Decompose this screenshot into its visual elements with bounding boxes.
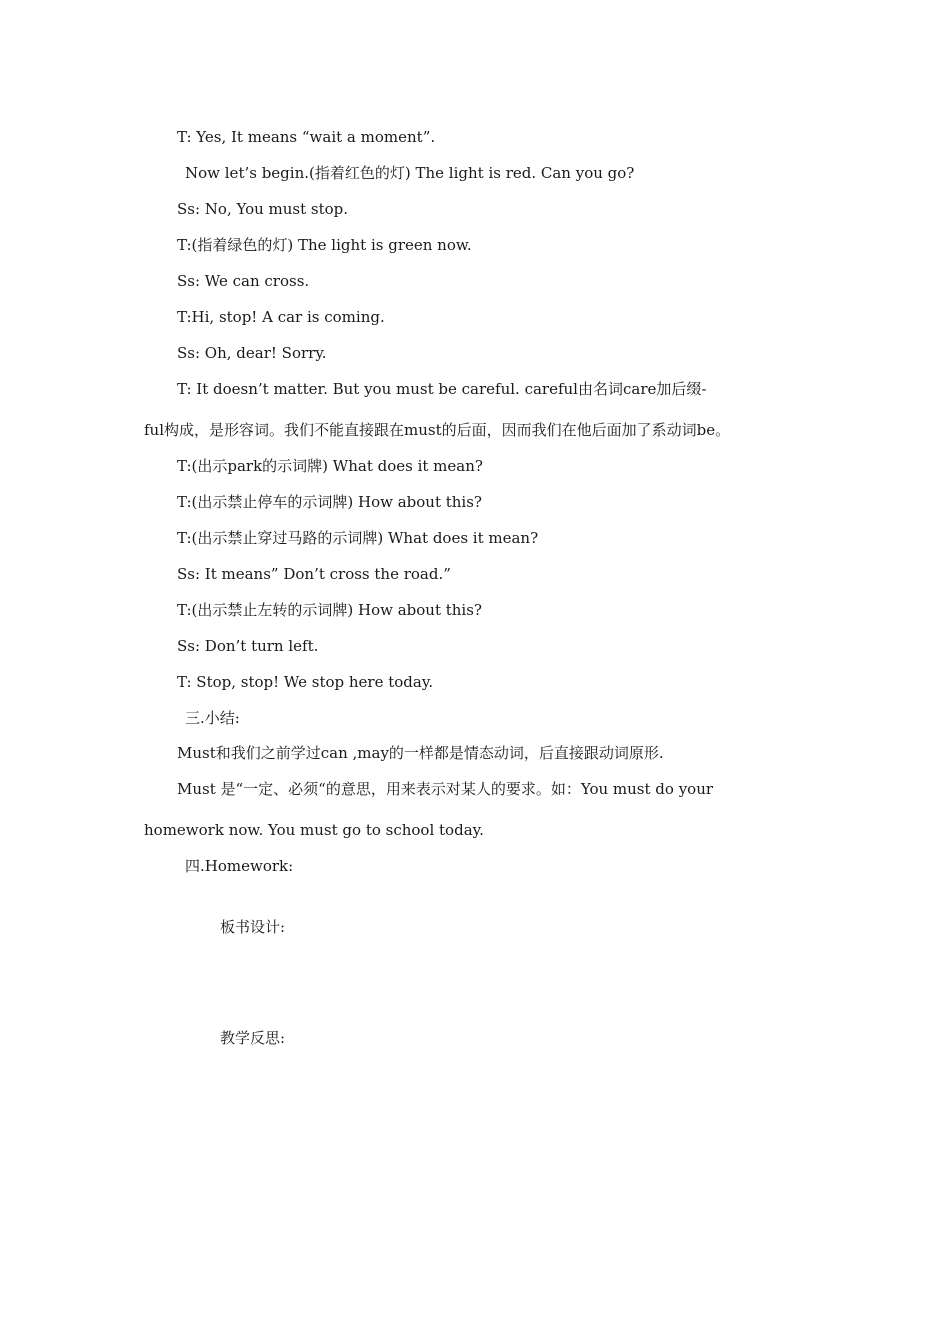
dialogue-line-11: T:(出示禁止停车的示词牌) How about this? <box>177 493 482 511</box>
section-heading-homework: 四.Homework: <box>185 857 294 875</box>
summary-line-3: homework now. You must go to school today. <box>144 821 484 839</box>
dialogue-line-15: Ss: Don’t turn left. <box>177 637 319 655</box>
teaching-reflection-label: 教学反思: <box>220 1029 286 1047</box>
dialogue-line-12: T:(出示禁止穿过马路的示词牌) What does it mean? <box>177 529 539 547</box>
dialogue-line-3: Ss: No, You must stop. <box>177 200 349 218</box>
dialogue-line-13: Ss: It means” Don’t cross the road.” <box>177 565 451 583</box>
dialogue-line-6: T:Hi, stop! A car is coming. <box>177 308 385 326</box>
dialogue-line-5: Ss: We can cross. <box>177 272 310 290</box>
dialogue-line-9: ful构成，是形容词。我们不能直接跟在must的后面，因而我们在他后面加了系动词be。 <box>144 421 731 439</box>
summary-line-1: Must和我们之前学过can ,may的一样都是情态动词，后直接跟动词原形. <box>177 744 664 762</box>
dialogue-line-10: T:(出示park的示词牌) What does it mean? <box>177 457 483 475</box>
dialogue-line-4: T:(指着绿色的灯) The light is green now. <box>177 236 472 254</box>
dialogue-line-7: Ss: Oh, dear! Sorry. <box>177 344 327 362</box>
dialogue-line-16: T: Stop, stop! We stop here today. <box>177 673 434 691</box>
dialogue-line-1: T: Yes, It means “wait a moment”. <box>177 128 436 146</box>
dialogue-line-2: Now let’s begin.(指着红色的灯) The light is red. Can you go? <box>185 164 635 182</box>
dialogue-line-14: T:(出示禁止左转的示词牌) How about this? <box>177 601 482 619</box>
summary-line-2: Must 是“一定、必须“的意思，用来表示对某人的要求。如：You must do your <box>177 780 714 798</box>
dialogue-line-8: T: It doesn’t matter. But you must be careful. careful由名词care加后缀- <box>177 380 707 398</box>
section-heading-summary: 三.小结: <box>185 709 240 727</box>
board-design-label: 板书设计: <box>220 918 286 936</box>
